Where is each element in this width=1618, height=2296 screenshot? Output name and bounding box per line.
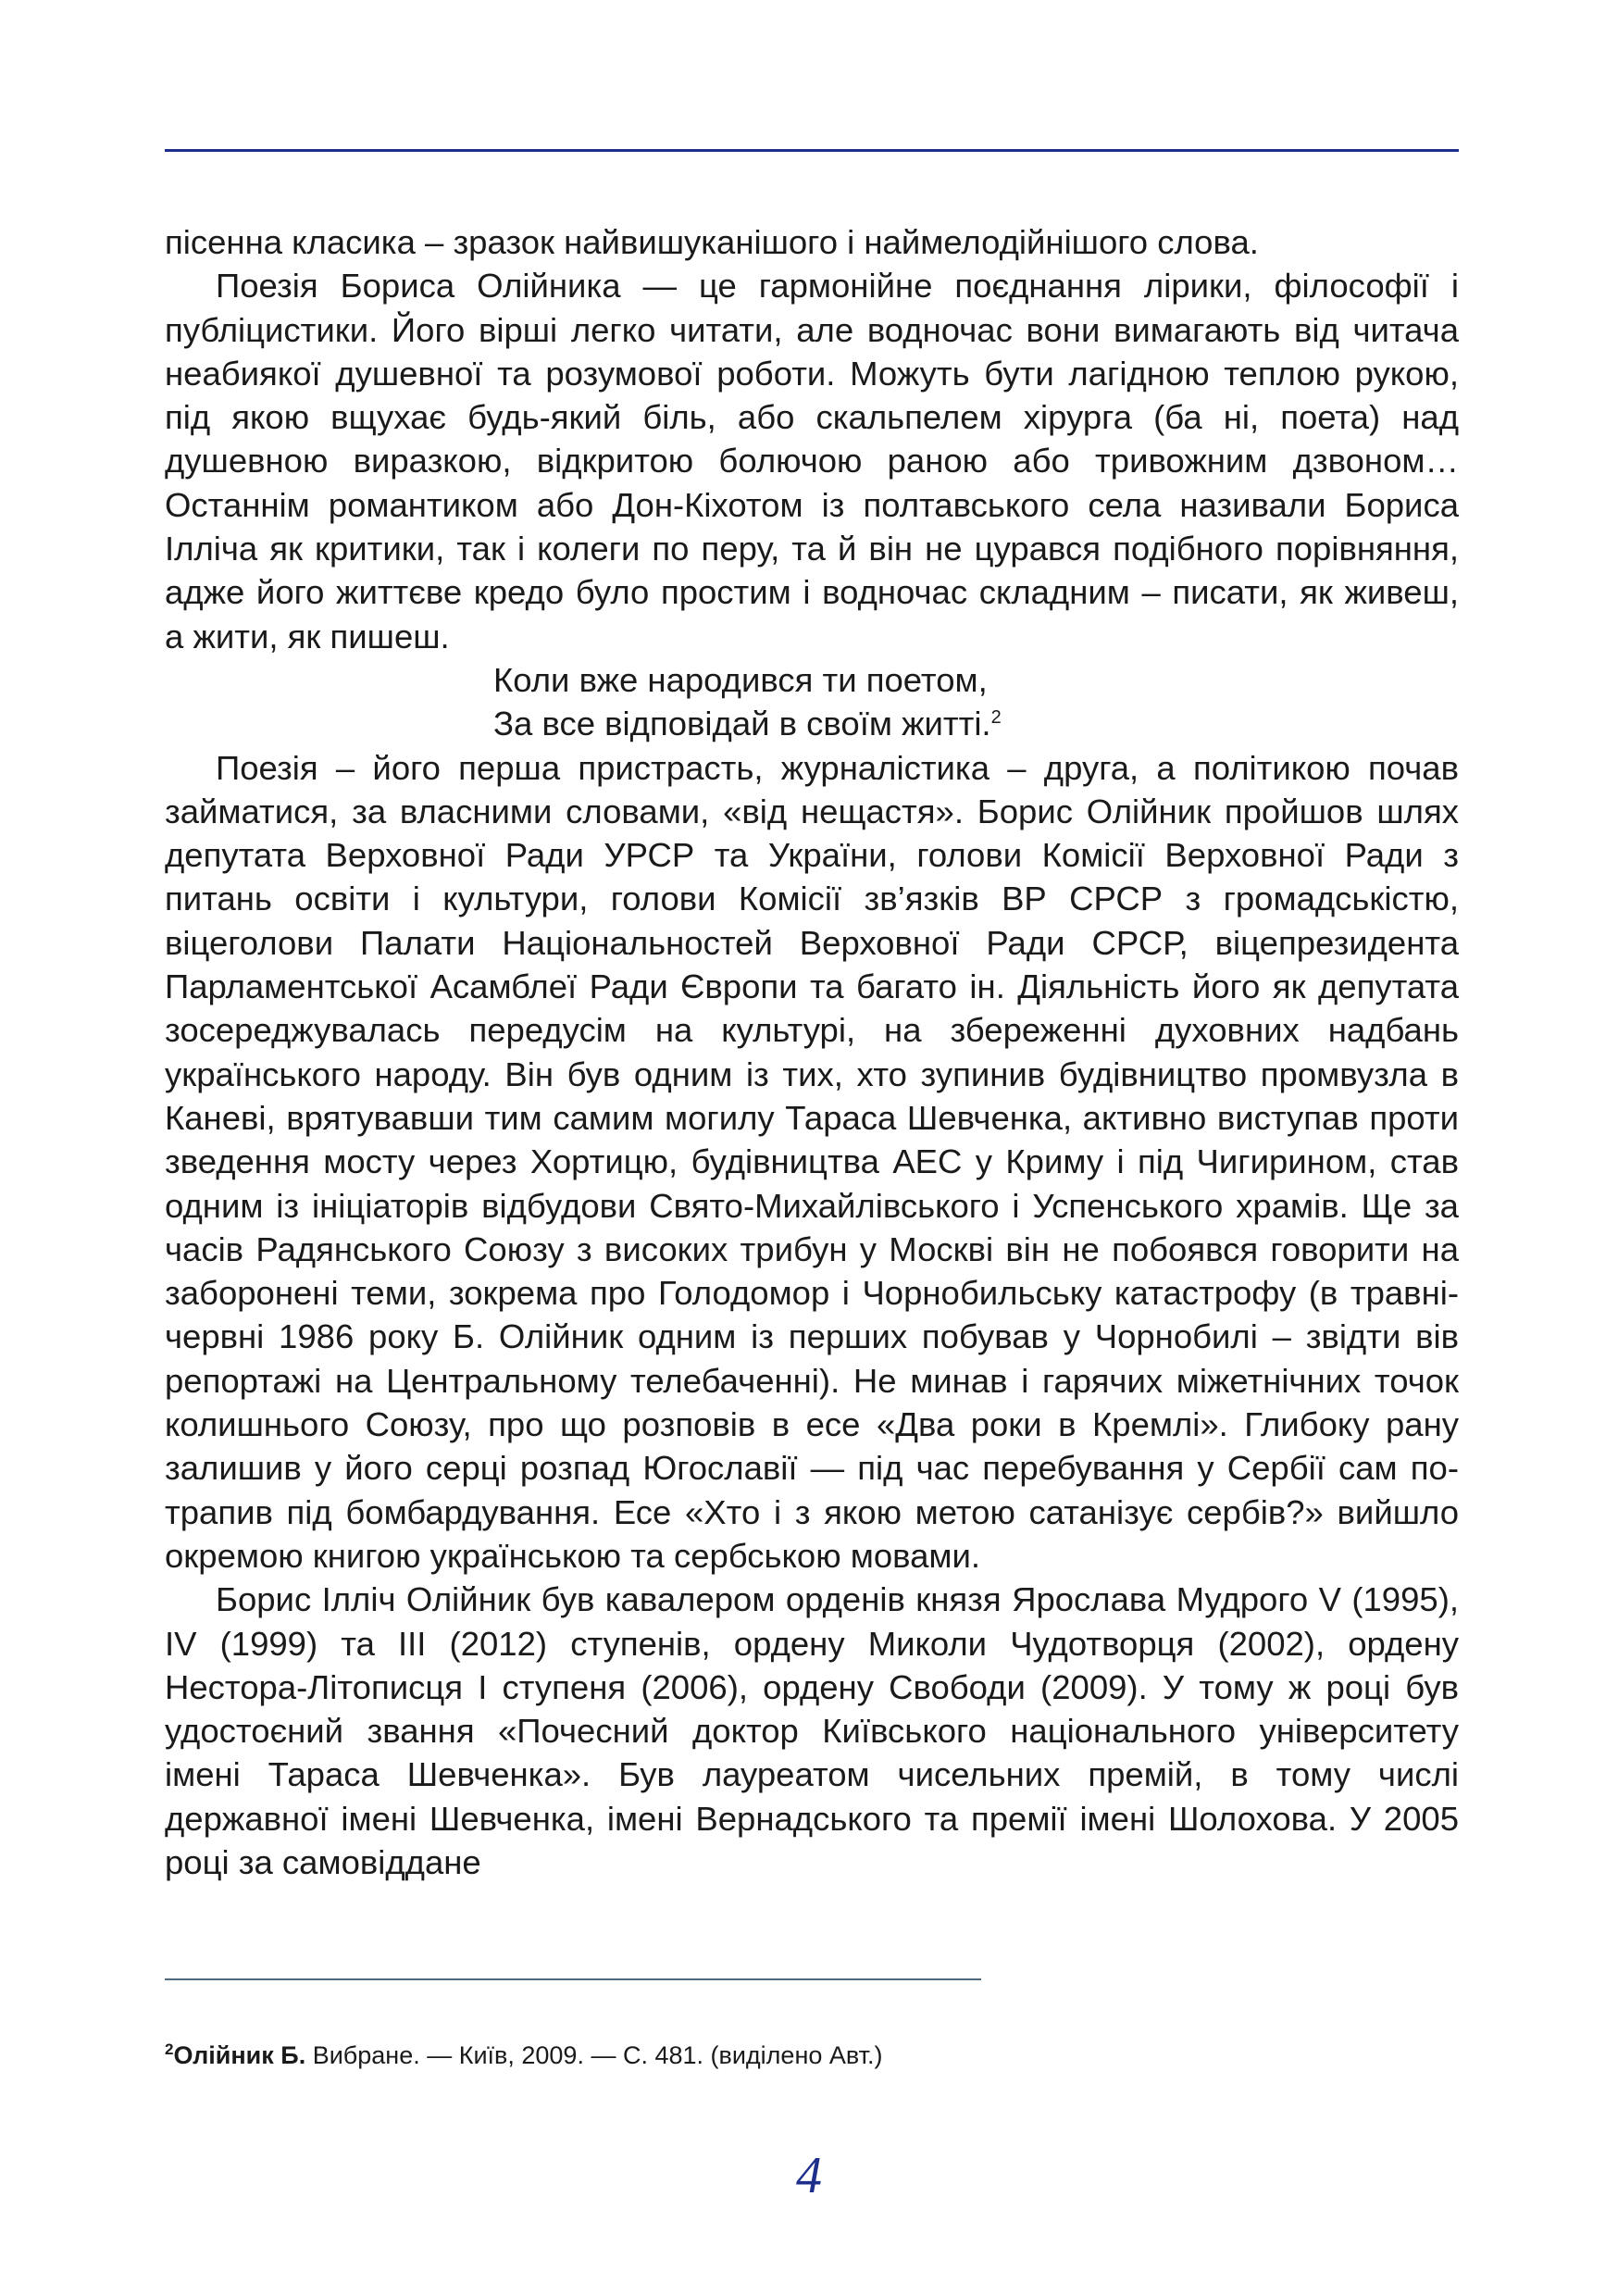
paragraph-1: пісенна класика – зразок найвишуканішого і наймелодійнішого слова.: [165, 223, 1259, 261]
body-text: [165, 220, 1459, 1884]
footnote-rule: [165, 1978, 981, 1980]
verse-quote: [165, 658, 1459, 746]
footnote-text: Вибране. — Київ, 2009. — С. 481. (виділено Авт.): [305, 2041, 883, 2069]
verse-line-2: [493, 702, 1459, 745]
page-number: 4: [796, 2147, 822, 2204]
footnote-number: 2: [165, 2040, 174, 2058]
footnote: [165, 2040, 1459, 2071]
paragraph-2: Поезія Бориса Олійника — це гармонійне поєднання лірики, філософії і публіцистики. Його вірші легко читати, але водночас вони вимагають від читача неабиякої душевної та розумової роботи. Можуть бути лагідною теплою рукою, під якою вщухає будь-який біль, або скальпелем хірурга (ба ні, поета) над душевною виразкою, відкритою болючою раною або тривожним дзвоном… Останнім романтиком або Дон-Кіхотом із полтавського села називали Бориса Ілліча як критики, так і колеги по перу, та й він не цурався подібного порівняння, адже його життєве кредо було простим і водночас складним – писати, як живеш, а жити, як пишеш.: [165, 267, 1459, 655]
footnote-author: Олійник Б.: [173, 2041, 306, 2069]
footnote-reference[interactable]: 2: [990, 707, 1002, 729]
header-rule: [165, 149, 1459, 152]
paragraph-4: Борис Ілліч Олійник був кавалером орденів князя Ярослава Мудрого V (1995), IV (1999) та III (2012) ступенів, ордену Миколи Чудотворця (2002), ордену Нестора-Літописця I ступеня (2006), ордену Свободи (2009). У тому ж році був удостоєний звання «Почесний доктор Київського національного університету імені Тараса Шевченка». Був лауреатом чисельних премій, в тому числі державної імені Шевченка, імені Вернадського та премії імені Шолохова. У 2005 році за самовіддане: [165, 1580, 1459, 1881]
paragraph-3: Поезія – його перша пристрасть, журналістика – друга, а політикою почав займатися, за власними словами, «від нещастя». Борис Олійник пройшов шлях депутата Верховної Ради УРСР та України, голови Комісії Верховної Ради з питань освіти і культури, голови Комісії зв’язків ВР СРСР з громадськістю, віцеголови Палати Національностей Верховної Ради СРСР, віцепрезидента Парламентської Асамблеї Ради Європи та багато ін. Діяльність його як депутата зосереджувалась передусім на культурі, на збереженні духовних надбань українського народу. Він був одним із тих, хто зупинив будівництво промвузла в Каневі, врятувавши тим самим могилу Тараса Шевченка, активно виступав проти зведення мосту через Хортицю, будівництва АЕС у Криму і під Чигирином, став одним із ініціаторів відбудови Свято-Михайлівського і Успенського храмів. Ще за часів Радянського Союзу з високих трибун у Москві він не побоявся говорити на заборонені теми, зокрема про Голодомор і Чорнобильську катастрофу (в травні-червні 1986 року Б. Олійник одним із перших побував у Чорнобилі – звідти вів репортажі на Центральному телебаченні). Не минав і гарячих міжетнічних точок колишнього Союзу, про що розповів в есе «Два роки в Кремлі». Глибоку рану залишив у його серці розпад Югославії — під час перебування у Сербії сам потрапив під бомбардування. Есе «Хто і з якою метою сатанізує сербів?» вийшло окремою книгою українською та сербською мовами.: [165, 748, 1459, 1575]
verse-line-1: Коли вже народився ти поетом,: [493, 660, 988, 699]
verse-line-2-text: За все відповідай в своїм житті.: [493, 705, 991, 743]
